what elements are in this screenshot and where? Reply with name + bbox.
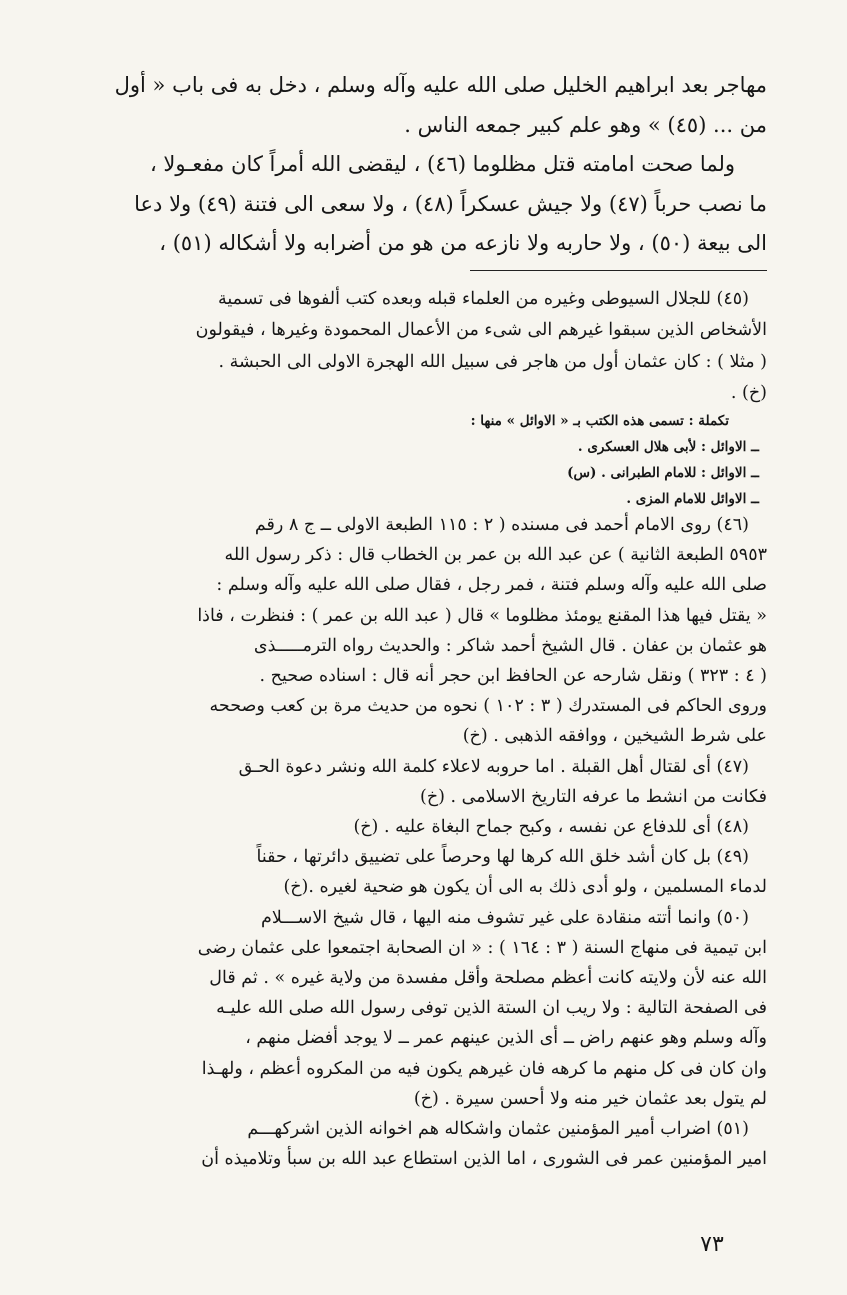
main-line: ما نصب حرباً (٤٧) ولا جيش عسكراً (٤٨) ، ولا سعى الى فتنة (٤٩) ولا دعا	[134, 191, 767, 216]
main-text	[74, 66, 767, 264]
footnote-line: فكانت من انشط ما عرفه التاريخ الاسلامى . (خ)	[420, 786, 767, 807]
footnote-line: ٥٩٥٣ الطبعة الثانية ) عن عبد الله بن عمر بن الخطاب قال : ذكر رسول الله	[224, 545, 767, 566]
footnote-line: (٤٥) للجلال السيوطى وغيره من العلماء قبله وبعده كتب ألفوها فى تسمية	[218, 289, 749, 309]
supplement-item: ــ الاوائل : للامام الطبرانى . (س)	[567, 465, 759, 481]
footnote-line: صلى الله عليه وآله وسلم فتنة ، فمر رجل ، فقال صلى الله عليه وآله وسلم :	[216, 575, 767, 596]
footnote-line: ( ٤ : ٣٢٣ ) ونقل شارحه عن الحافظ ابن حجر أنه قال : اسناده صحيح .	[259, 666, 767, 687]
footnote-line: الأشخاص الذين سبقوا غيرهم الى شىء من الأعمال المحمودة وغيرها ، فيقولون	[195, 320, 767, 341]
footnote-line: فى الصفحة التالية : ولا ريب ان الستة الذين توفى رسول الله صلى الله عليـه	[216, 998, 767, 1019]
footnote-line: (خ) .	[730, 382, 767, 403]
page-number: ٧٣	[700, 1232, 724, 1257]
footnote-line: وان كان فى كل منهم ما كرهه فان غيرهم يكون فيه من المكروه أعظم ، ولهـذا	[201, 1058, 767, 1079]
footnotes-bottom	[74, 510, 767, 1174]
footnote-line: « يقتل فيها هذا المقنع يومئذ مظلوما » قال ( عبد الله بن عمر ) : فنظرت ، فاذا	[197, 605, 767, 626]
footnote-line: (٥١) اضراب أمير المؤمنين عثمان واشكاله هم اخوانه الذين اشركهـــم	[247, 1119, 749, 1140]
footnote-line: وروى الحاكم فى المستدرك ( ٣ : ١٠٢ ) نحوه من حديث مرة بن كعب وصححه	[209, 696, 767, 717]
footnote-divider	[470, 270, 767, 271]
footnote-line: (٤٩) بل كان أشد خلق الله كرها لها وحرصاً على تضييق دائرتها ، حقناً	[256, 847, 749, 868]
footnote-line: ( مثلا ) : كان عثمان أول من هاجر فى سبيل الله الهجرة الاولى الى الحبشة .	[218, 351, 767, 372]
supplement-note	[74, 408, 767, 512]
footnote-line: (٤٨) أى للدفاع عن نفسه ، وكبح جماح البغاة عليه . (خ)	[353, 817, 749, 838]
main-line: الى بيعة (٥٠) ، ولا حاربه ولا نازعه من هو من أضرابه ولا أشكاله (٥١) ،	[159, 231, 767, 255]
footnote-line: (٥٠) وانما أتته منقادة على غير تشوف منه اليها ، قال شيخ الاســـلام	[261, 907, 749, 928]
supplement-item: ــ الاوائل للامام المزى .	[626, 491, 759, 507]
footnote-line: ابن تيمية فى منهاج السنة ( ٣ : ١٦٤ ) : « ان الصحابة اجتمعوا على عثمان رضى	[197, 937, 767, 958]
footnotes-top	[74, 284, 767, 409]
main-line: ولما صحت امامته قتل مظلوما (٤٦) ، ليقضى الله أمراً كان مفعـولا ،	[149, 152, 735, 176]
footnote-line: وآله وسلم وهو عنهم راض ــ أى الذين عينهم عمر ــ لا يوجد أفضل منهم ،	[245, 1028, 767, 1049]
footnote-line: لم يتول بعد عثمان خير منه ولا أحسن سيرة . (خ)	[413, 1088, 767, 1109]
footnote-line: (٤٧) أى لقتال أهل القبلة . اما حروبه لاعلاء كلمة الله ونشر دعوة الحـق	[238, 756, 749, 777]
footnote-line: (٤٦) روى الامام أحمد فى مسنده ( ٢ : ١١٥ الطبعة الاولى ــ ج ٨ رقم	[254, 515, 749, 535]
main-line: مهاجر بعد ابراهيم الخليل صلى الله عليه وآله وسلم ، دخل به فى باب « أول	[114, 73, 767, 97]
footnote-line: الله عنه لأن ولايته كانت أعظم مصلحة وأقل مفسدة من ولاية غيره » . ثم قال	[209, 968, 767, 989]
main-line: من ... (٤٥) » وهو علم كبير جمعه الناس .	[404, 112, 767, 137]
footnote-line: لدماء المسلمين ، ولو أدى ذلك به الى أن يكون هو ضحية لغيره .(خ)	[283, 877, 767, 898]
supplement-heading: تكملة : تسمى هذه الكتب بـ « الاوائل » منها :	[470, 413, 729, 429]
supplement-item: ــ الاوائل : لأبى هلال العسكرى .	[577, 439, 759, 455]
footnote-line: على شرط الشيخين ، ووافقه الذهبى . (خ)	[462, 726, 767, 747]
footnote-line: هو عثمان بن عفان . قال الشيخ أحمد شاكر : والحديث رواه الترمـــــذى	[253, 635, 767, 656]
footnote-line: امير المؤمنين عمر فى الشورى ، اما الذين استطاع عبد الله بن سبأ وتلاميذه أن	[201, 1149, 767, 1170]
